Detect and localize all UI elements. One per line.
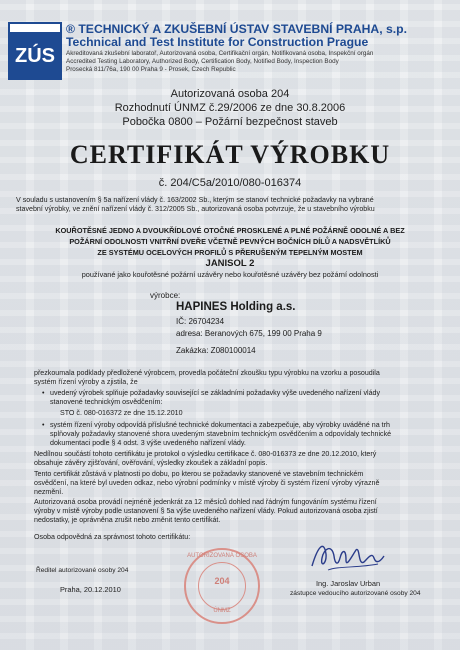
product-line-3: ZE SYSTÉMU OCELOVÝCH PROFILŮ S PŘERUŠENÝM TEPELNÝM MOSTEM	[97, 248, 363, 257]
official-stamp	[184, 548, 260, 624]
bullet-icon: •	[42, 389, 45, 397]
header-line-3: Prosecká 811/76a, 190 00 Praha 9 - Prosek, Czech Republic	[66, 66, 236, 73]
producer-label: výrobce:	[150, 291, 181, 300]
body-p4-line-3: nedostatky, je oprávněna zrušit nebo změnit tento certifikát.	[34, 516, 221, 524]
institute-name-en: Technical and Test Institute for Construction Prague	[66, 35, 369, 49]
body-b2-line-1: systém řízení výroby odpovídá příslušné technické dokumentaci a zabezpečuje, aby výrobky uváděné na trh	[50, 421, 390, 429]
producer-order: Zakázka: Z080100014	[176, 346, 256, 355]
body-p3-line-3: nezmění.	[34, 488, 64, 496]
header-line-2: Accredited Testing Laboratory, Authorized Body, Certification Body, Notified Body, Inspection Body	[66, 58, 339, 65]
body-sto: STO č. 080-016372 ze dne 15.12.2010	[60, 409, 183, 417]
body-p2-line-2: obsahuje závěry zjišťování, ověřování, výsledky zkoušek a základní popis.	[34, 459, 268, 467]
body-p4-line-1: Autorizovaná osoba provádí nejméně jedenkrát za 12 měsíců dohled nad řádným fungováním systému řízení	[34, 498, 377, 506]
authority-line-2: Rozhodnutí ÚNMZ č.29/2006 ze dne 30.8.2006	[114, 102, 346, 114]
signer-name: Ing. Jaroslav Urban	[316, 579, 381, 588]
producer-name: HAPINES Holding a.s.	[176, 301, 296, 313]
institute-name-cz: ® TECHNICKÝ A ZKUŠEBNÍ ÚSTAV STAVEBNÍ PRAHA, s.p.	[66, 22, 407, 36]
logo-roof-band	[10, 24, 60, 34]
product-usage: používané jako kouřotěsné požární uzávěry nebo kouřotěsné uzávěry bez požární odolnosti	[81, 270, 379, 279]
body-b1-line-2: stanovené technickým osvědčením:	[50, 398, 163, 406]
responsible-person-label: Osoba odpovědná za správnost tohoto certifikátu:	[34, 533, 191, 541]
certificate-number: č. 204/C5a/2010/080-016374	[158, 177, 302, 189]
intro-line-2: stavební výrobky, ve znění nařízení vlády č. 312/2005 Sb., autorizovaná osoba potvrzuje, že u stavebního výrobku	[16, 205, 375, 213]
stamp-inner-ring	[198, 562, 246, 610]
stamp-bottom-text: ÚNMZ	[213, 608, 231, 614]
body-p2-line-1: Nedílnou součástí tohoto certifikátu je protokol o výsledku certifikace č. 080-016373 ze dne 20.12.2010, který	[34, 450, 377, 458]
producer-address: adresa: Beranových 675, 199 00 Praha 9	[176, 329, 322, 338]
body-p4-line-2: výroby v místě výroby podle ustanovení § 5a výše uvedeného nařízení vlády. Pokud autorizovaná osoba zjistí	[34, 507, 378, 515]
head-of-body-label: Ředitel autorizované osoby 204	[36, 567, 129, 574]
body-p3-line-2: osvědčení, na které byl uveden odkaz, nebo výrobní podmínky v místě výroby či systém řízení výroby výrazně	[34, 479, 380, 487]
product-line-2: POŽÁRNÍ ODOLNOSTI VNITŘNÍ DVEŘE VČETNĚ PEVNÝCH BOČNÍCH DÍLŮ A NADSVĚTLÍKŮ	[69, 237, 391, 246]
certificate-title: CERTIFIKÁT VÝROBKU	[69, 140, 391, 169]
bullet-icon: •	[42, 421, 45, 429]
zus-logo	[8, 22, 62, 80]
body-p1-line-2: systém řízení výroby a zjistila, že	[34, 378, 138, 386]
place-and-date: Praha, 20.12.2010	[60, 585, 121, 594]
product-name: JANISOL 2	[205, 258, 255, 269]
logo-text: ZÚS	[15, 45, 55, 67]
authority-line-3: Pobočka 0800 – Požární bezpečnost staveb	[122, 116, 338, 128]
intro-line-1: V souladu s ustanovením § 5a nařízení vlády č. 163/2002 Sb., kterým se stanoví technické požadavky na vybrané	[16, 196, 374, 204]
body-b2-line-2: splňovaly požadavky stanovené shora uvedeným stavebním technickým osvědčením a odpovídaly technické	[50, 430, 392, 438]
signer-role: zástupce vedoucího autorizované osoby 204	[290, 590, 421, 597]
product-line-1: KOUŘOTĚSNÉ JEDNO A DVOUKŘÍDLOVÉ OTOČNÉ PROSKLENÉ A PLNÉ POŽÁRNĚ ODOLNÉ A BEZ	[55, 226, 405, 235]
body-b1-line-1: uvedený výrobek splňuje požadavky související se základními požadavky výše uvedeného nařízení vlády	[50, 389, 381, 397]
handwritten-signature	[308, 536, 388, 576]
stamp-number: 204	[214, 576, 230, 586]
body-b2-line-3: dokumentaci podle § 4 odst. 3 výše uvedeného nařízení vlády.	[50, 439, 246, 447]
producer-ic: IČ: 26704234	[176, 317, 225, 326]
body-p1-line-1: přezkoumala podklady předložené výrobcem, provedla počáteční zkoušku typu výrobku na vzorku a posoudila	[34, 369, 380, 377]
header-line-1: Akreditovaná zkušební laboratoř, Autorizovaná osoba, Certifikační orgán, Notifikovaná osoba, Inspekční orgán	[66, 50, 374, 57]
body-p3-line-1: Tento certifikát zůstává v platnosti po dobu, po kterou se požadavky stanovené ve stavebním technickém	[34, 470, 364, 478]
stamp-arc-text: AUTORIZOVANÁ OSOBA	[187, 553, 257, 559]
authority-line-1: Autorizovaná osoba 204	[170, 88, 290, 100]
